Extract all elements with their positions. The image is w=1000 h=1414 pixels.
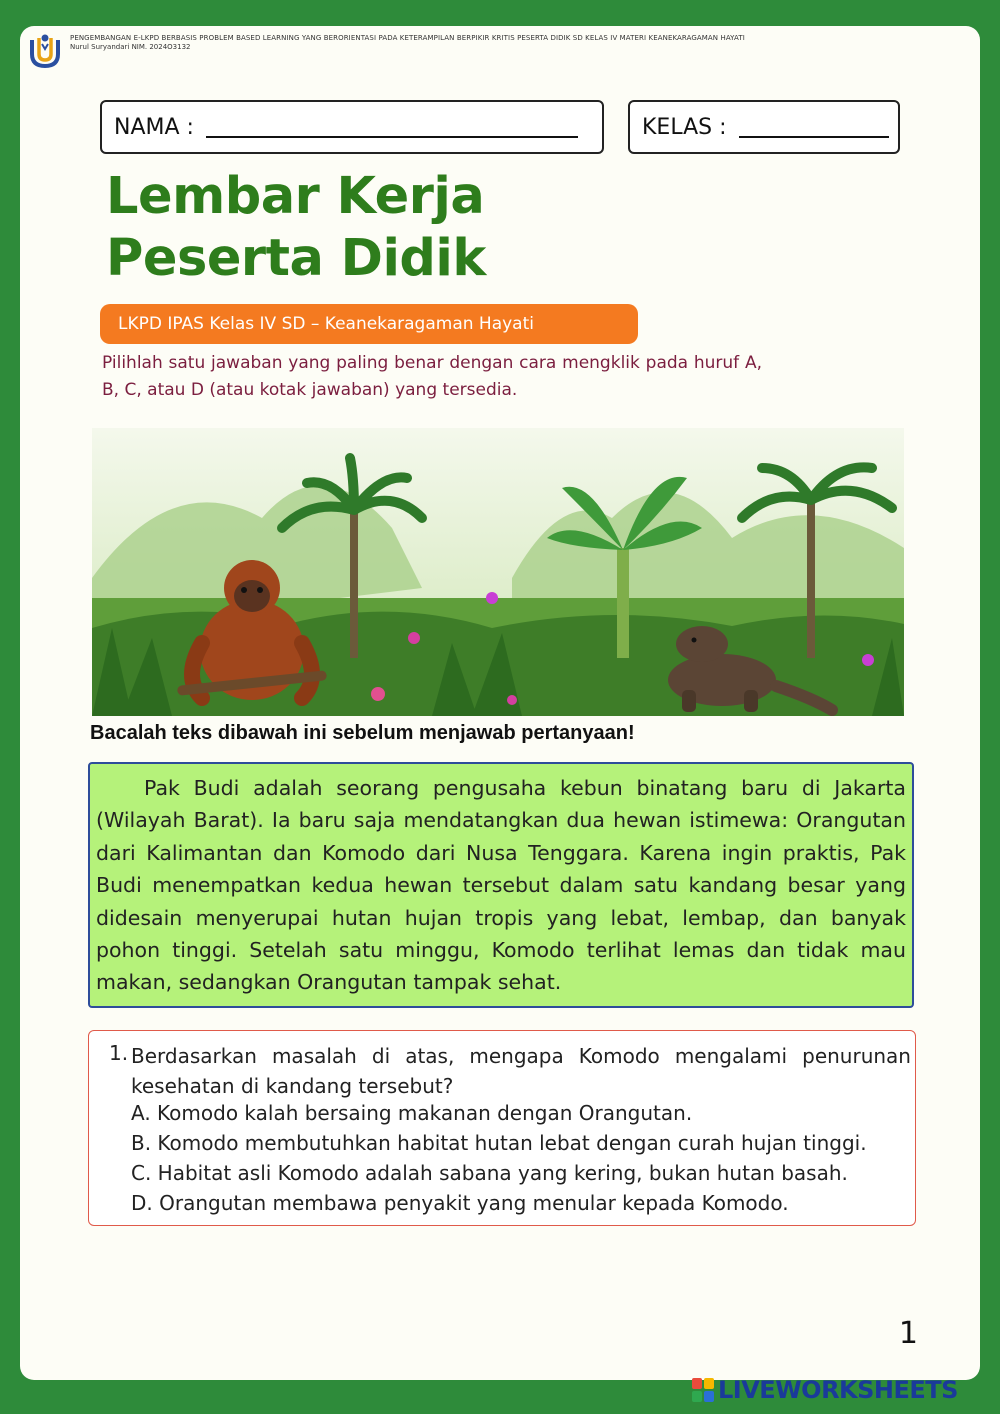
- liveworksheets-brand-text: LIVEWORKSHEETS: [718, 1376, 958, 1404]
- story-passage-box: [88, 762, 914, 1008]
- jungle-scene-illustration: [92, 428, 904, 716]
- page-title: [106, 166, 486, 290]
- liveworksheets-branding[interactable]: [692, 1376, 958, 1404]
- page-number: 1: [898, 1316, 918, 1351]
- header-author: Nurul Suryandari NIM. 2024O3132: [70, 43, 191, 51]
- worksheet-page: [20, 26, 980, 1380]
- page-title-line2: Peserta Didik: [106, 229, 486, 288]
- instruction-text: Pilihlah satu jawaban yang paling benar dengan cara mengklik pada huruf A, B, C, atau D (atau kotak jawaban) yang tersedia.: [102, 353, 762, 400]
- answer-option-d[interactable]: D. Orangutan membawa penyakit yang menular kepada Komodo.: [131, 1191, 789, 1215]
- reading-instruction-heading: Bacalah teks dibawah ini sebelum menjawab pertanyaan!: [90, 722, 635, 744]
- subject-banner: [100, 304, 638, 344]
- answer-option-b[interactable]: B. Komodo membutuhkan habitat hutan lebat dengan curah hujan tinggi.: [131, 1131, 867, 1155]
- question-card: [88, 1030, 916, 1226]
- nama-input-line[interactable]: [206, 116, 578, 138]
- kelas-field-box: [628, 100, 900, 154]
- kelas-input-line[interactable]: [739, 116, 889, 138]
- nama-label: NAMA :: [114, 114, 194, 140]
- university-logo-icon: [28, 32, 62, 70]
- document-header: [28, 32, 968, 70]
- subject-banner-text: LKPD IPAS Kelas IV SD – Keanekaragaman Hayati: [118, 314, 534, 334]
- kelas-label: KELAS :: [642, 114, 727, 140]
- answer-option-c[interactable]: C. Habitat asli Komodo adalah sabana yang kering, bukan hutan basah.: [131, 1161, 848, 1185]
- nama-field-box: [100, 100, 604, 154]
- question-number: 1.: [109, 1041, 129, 1065]
- liveworksheets-logo-icon: [692, 1378, 714, 1402]
- answer-option-a[interactable]: A. Komodo kalah bersaing makanan dengan Orangutan.: [131, 1101, 693, 1125]
- header-project-title: PENGEMBANGAN E-LKPD BERBASIS PROBLEM BASED LEARNING YANG BERORIENTASI PADA KETERAMPILAN BERPIKIR KRITIS PESERTA DIDIK SD KELAS IV MATERI KEANEKARAGAMAN HAYATI: [70, 34, 745, 42]
- story-passage-text: Pak Budi adalah seorang pengusaha kebun binatang baru di Jakarta (Wilayah Barat). Ia baru saja mendatangkan dua hewan istimewa: Orangutan dari Kalimantan dan Komodo dari Nusa Tenggara. Karena ingin praktis, Pak Budi menempatkan kedua hewan tersebut dalam satu kandang besar yang didesain menyerupai hutan hujan tropis yang lebat, lembap, dan banyak pohon tinggi. Setelah satu minggu, Komodo terlihat lemas dan tidak mau makan, sedangkan Orangutan tampak sehat.: [96, 776, 906, 995]
- page-title-line1: Lembar Kerja: [106, 167, 485, 226]
- question-text: Berdasarkan masalah di atas, mengapa Komodo mengalami penurunan kesehatan di kandang tersebut?: [131, 1044, 911, 1098]
